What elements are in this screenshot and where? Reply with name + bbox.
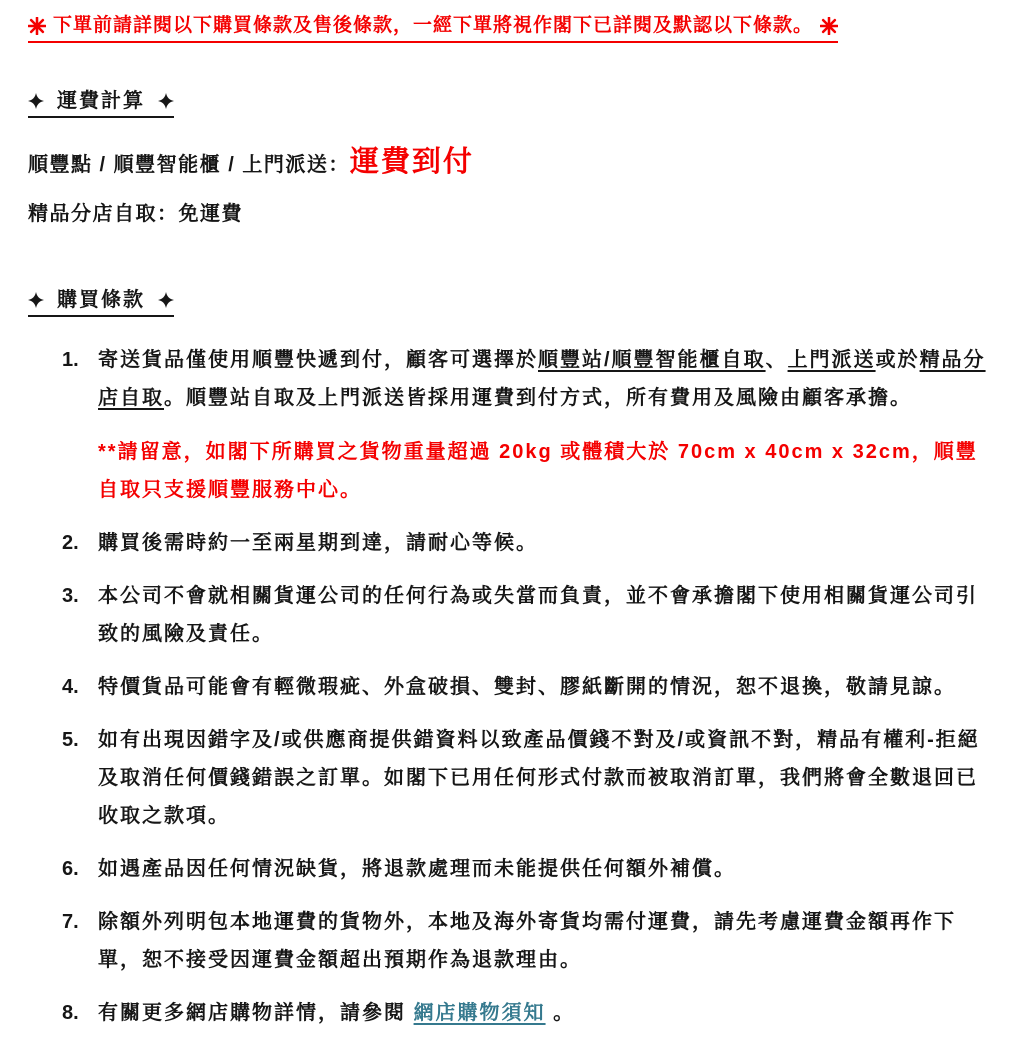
- terms-item: [62, 850, 1000, 888]
- terms-list: [28, 341, 1000, 1032]
- item-paragraph: [98, 994, 998, 1032]
- text-segment: 除額外列明包本地運費的貨物外，本地及海外寄貨均需付運費，請先考慮運費金額再作下單，恕不接受因運費金額超出預期作為退款理由。: [98, 911, 956, 971]
- text-segment: 、: [765, 349, 788, 371]
- item-text: [98, 721, 998, 835]
- underlined-text: 上門派送: [787, 349, 876, 371]
- text-segment: 或於: [875, 349, 920, 371]
- terms-item: [62, 524, 1000, 562]
- item-number: 3.: [62, 585, 79, 607]
- delivery-methods-label: 順豐點 / 順豐智能櫃 / 上門派送：: [28, 154, 350, 176]
- text-segment: 。順豐站自取及上門派送皆採用運費到付方式，所有費用及風險由顧客承擔。: [164, 387, 912, 409]
- text-segment: 本公司不會就相關貨運公司的任何行為或失當而負責，並不會承擔閣下使用相關貨運公司引致的風險及責任。: [98, 585, 978, 645]
- item-text: [98, 850, 998, 888]
- asterisk-icon: [28, 17, 46, 35]
- item-text: [98, 668, 998, 706]
- underlined-text: 精品分店自取: [98, 349, 986, 409]
- item-paragraph: [98, 903, 998, 979]
- item-paragraph: [98, 341, 998, 417]
- weight-size-warning-note: **請留意，如閣下所購買之貨物重量超過 20kg 或體積大於 70cm x 40cm x 32cm，順豐自取只支援順豐服務中心。: [98, 441, 978, 501]
- item-paragraph: [98, 668, 998, 706]
- item-text: [98, 903, 998, 979]
- item-number: 5.: [62, 729, 79, 751]
- store-pickup-line: 精品分店自取：免運費: [28, 203, 243, 225]
- store-shopping-notice-link[interactable]: 網店購物須知: [413, 1002, 546, 1024]
- item-number: 1.: [62, 349, 79, 371]
- shipping-heading-inner: [28, 88, 174, 118]
- item-number: 8.: [62, 1002, 79, 1024]
- four-pointed-star-icon: [158, 292, 174, 308]
- terms-item: [62, 341, 1000, 509]
- item-number: 6.: [62, 858, 79, 880]
- item-paragraph: [98, 850, 998, 888]
- purchase-terms-heading: [28, 287, 1000, 317]
- item-number: 4.: [62, 676, 79, 698]
- item-text: [98, 994, 998, 1032]
- item-text: [98, 577, 998, 653]
- text-segment: 如有出現因錯字及/或供應商提供錯資料以致產品價錢不對及/或資訊不對，精品有權利-拒絕及取消任何價錢錯誤之訂單。如閣下已用任何形式付款而被取消訂單，我們將會全數退回已收取之款項。: [98, 729, 980, 827]
- text-segment: 購買後需時約一至兩星期到達，請耐心等候。: [98, 532, 538, 554]
- text-segment: 特價貨品可能會有輕微瑕疵、外盒破損、雙封、膠紙斷開的情況，恕不退換，敬請見諒。: [98, 676, 956, 698]
- delivery-methods-line: [28, 144, 1000, 183]
- shipping-heading-label: 運費計算: [57, 90, 145, 112]
- terms-item: [62, 668, 1000, 706]
- underlined-text: 順豐站/順豐智能櫃自取: [538, 349, 766, 371]
- text-segment: 如遇產品因任何情況缺貨，將退款處理而未能提供任何額外補償。: [98, 858, 736, 880]
- text-segment: 。: [545, 1002, 576, 1024]
- four-pointed-star-icon: [158, 93, 174, 109]
- top-warning-text: 下單前請詳閱以下購買條款及售後條款，一經下單將視作閣下已詳閱及默認以下條款。: [53, 15, 814, 36]
- item-paragraph: [98, 577, 998, 653]
- terms-heading-label: 購買條款: [57, 289, 145, 311]
- item-number: 2.: [62, 532, 79, 554]
- item-paragraph: [98, 721, 998, 835]
- four-pointed-star-icon: [28, 292, 44, 308]
- text-segment: 寄送貨品僅使用順豐快遞到付，顧客可選擇於: [98, 349, 538, 371]
- item-text: [98, 524, 998, 562]
- terms-heading-inner: [28, 287, 174, 317]
- item-number: 7.: [62, 911, 79, 933]
- text-segment: 有關更多網店購物詳情，請參閱: [98, 1002, 414, 1024]
- item-text: [98, 341, 998, 509]
- top-warning-notice: [28, 13, 838, 43]
- terms-item: [62, 994, 1000, 1032]
- shipping-calculation-heading: [28, 88, 1000, 118]
- freight-collect-value: 運費到付: [349, 146, 474, 178]
- item-paragraph: [98, 524, 998, 562]
- terms-item: [62, 903, 1000, 979]
- asterisk-icon: [820, 17, 838, 35]
- four-pointed-star-icon: [28, 93, 44, 109]
- terms-item: [62, 577, 1000, 653]
- terms-item: [62, 721, 1000, 835]
